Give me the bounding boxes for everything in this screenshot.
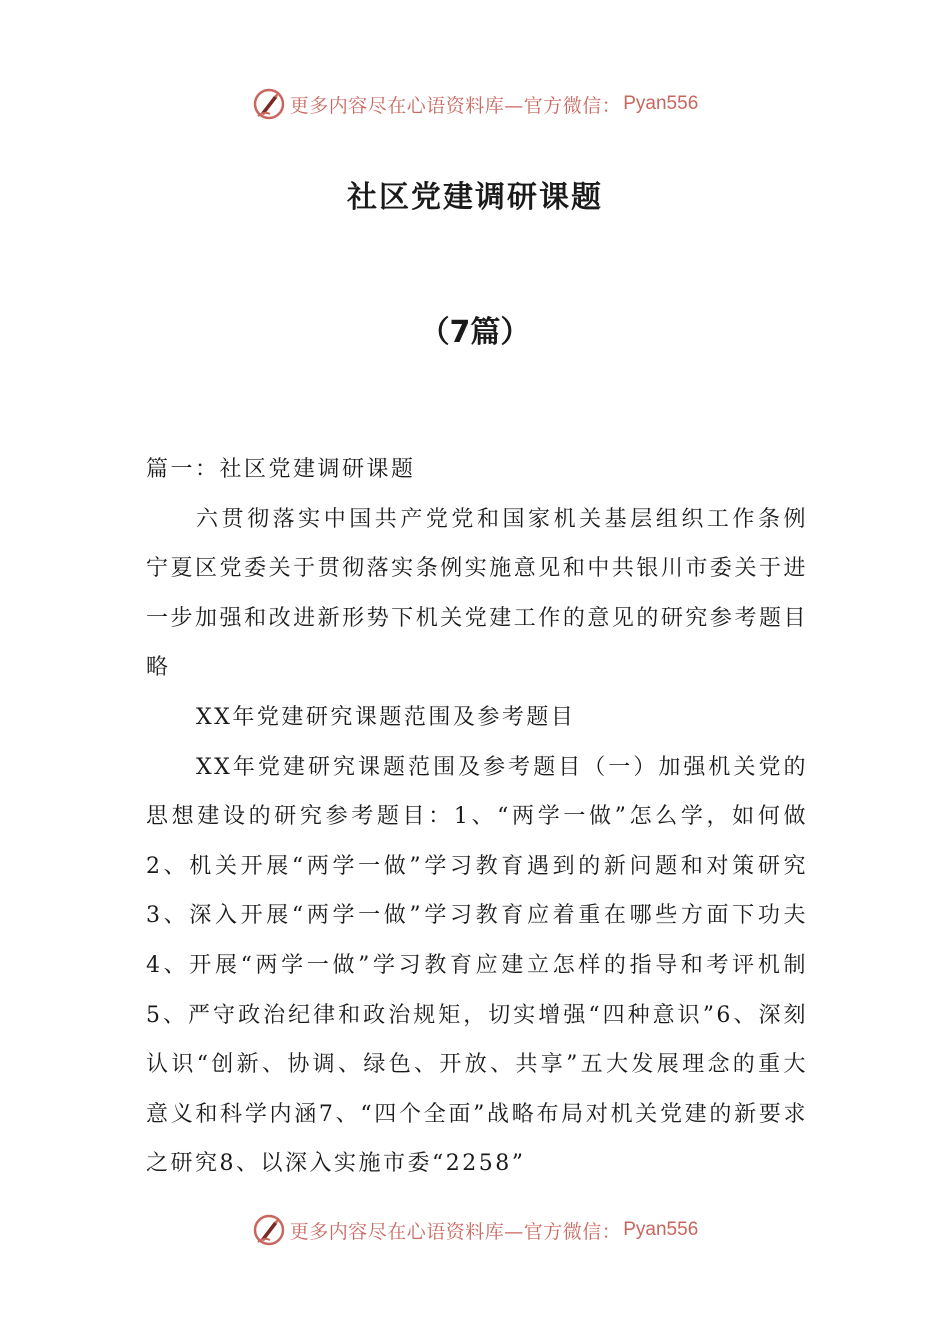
watermark-text: 更多内容尽在心语资料库—官方微信：: [289, 94, 622, 117]
paragraph: 六贯彻落实中国共产党党和国家机关基层组织工作条例宁夏区党委关于贯彻落实条例实施意见和中共银川市委关于进一步加强和改进新形势下机关党建工作的意见的研究参考题目略: [146, 506, 808, 681]
section-heading: 篇一：社区党建调研课题: [146, 457, 416, 482]
quill-logo-icon: [252, 87, 286, 121]
quill-logo-icon: [252, 1213, 286, 1247]
document-body: [146, 445, 808, 1189]
watermark-wechat-id: Pyan556: [623, 93, 699, 114]
paragraph: XX年党建研究课题范围及参考题目: [196, 704, 576, 730]
document-subtitle: （7篇）: [419, 315, 531, 350]
watermark-wechat-id: Pyan556: [623, 1219, 699, 1240]
watermark-text: 更多内容尽在心语资料库—官方微信：: [289, 1220, 622, 1243]
paragraph: XX年党建研究课题范围及参考题目（一）加强机关党的思想建设的研究参考题目：1、“两学一做”怎么学，如何做2、机关开展“两学一做”学习教育遇到的新问题和对策研究3、深入开展“两学一做”学习教育应着重在哪些方面下功夫4、开展“两学一做”学习教育应建立怎样的指导和考评机制5、严守政治纪律和政治规矩，切实增强“四种意识”6、深刻认识“创新、协调、绿色、开放、共享”五大发展理念的重大意义和科学内涵7、“四个全面”战略布局对机关党建的新要求之研究8、以深入实施市委“2258”: [146, 754, 808, 1177]
document-title: 社区党建调研课题: [347, 180, 603, 215]
watermark-banner-bottom: [0, 1210, 950, 1250]
watermark-banner-top: [0, 84, 950, 124]
